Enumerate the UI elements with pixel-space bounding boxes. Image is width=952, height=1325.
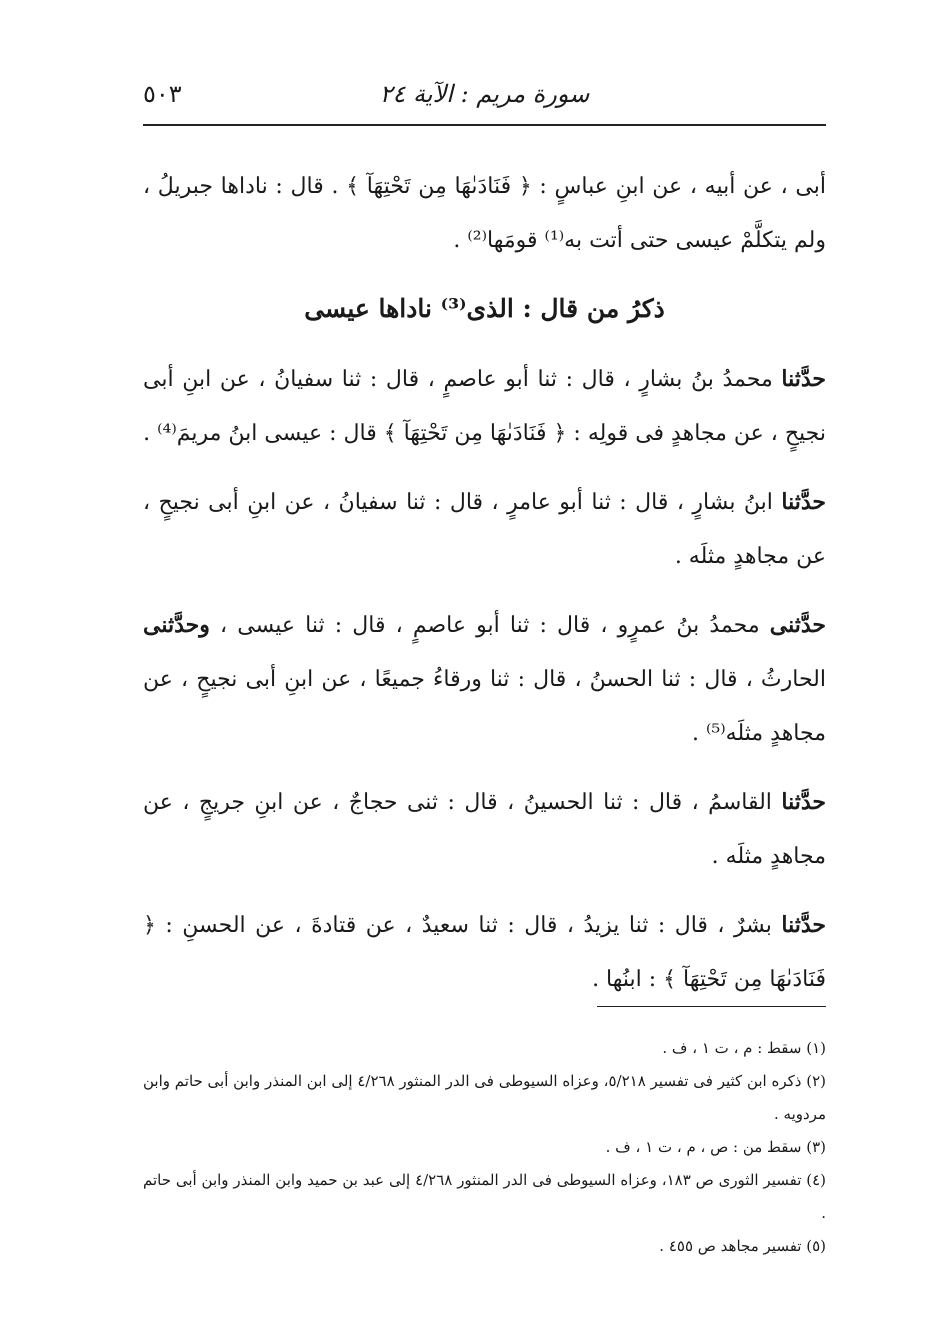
footnote-5: (٥) تفسير مجاهد ص ٤٥٥ . — [659, 1237, 826, 1255]
paragraph-6-text: بشرٌ ، قال : ثنا يزيدُ ، قال : ثنا سعيدٌ ، عن قتادةَ ، عن الحسنِ : ﴿ فَنَادَىٰهَا مِن تَحْتِهَآ ﴾ : ابنُها . — [143, 913, 826, 992]
paragraph-5 — [143, 775, 826, 884]
narration-lead: حدَّثنى — [769, 612, 826, 638]
footnote-1: (١) سقط : م ، ت ١ ، ف . — [662, 1039, 826, 1057]
narration-lead: حدَّثنا — [781, 912, 826, 938]
footnote-4: (٤) تفسير الثورى ص ١٨٣، وعزاه السيوطى فى الدر المنثور ٤/٢٦٨ إلى عبد بن حميد وابن المنذر وابن أبى حاتم . — [143, 1171, 826, 1222]
header-rule — [143, 124, 826, 126]
footnote-rule — [597, 1006, 826, 1007]
paragraph-3 — [143, 475, 826, 584]
paragraph-4-text: الحارثُ ، قال : ثنا الحسنُ ، قال : ثنا ورقاءُ جميعًا ، عن ابنِ أبى نجيحٍ ، عن مجاهدٍ مثلَه⁽⁵⁾ . — [143, 667, 826, 746]
section-heading: ذكرُ من قال : الذى⁽³⁾ ناداها عيسى — [304, 294, 665, 323]
paragraph-4 — [143, 598, 826, 761]
narration-lead: حدَّثنا — [781, 789, 826, 815]
narration-lead: حدَّثنا — [781, 366, 827, 392]
paragraph-6 — [143, 898, 826, 1007]
footnote-3: (٣) سقط من : ص ، م ، ت ١ ، ف . — [605, 1138, 826, 1156]
paragraph-4-mid: محمدُ بنُ عمرٍو ، قال : ثنا أبو عاصمٍ ، قال : ثنا عيسى ، — [209, 613, 770, 638]
paragraph-2-text: محمدُ بنُ بشارٍ ، قال : ثنا أبو عاصمٍ ، قال : ثنا سفيانُ ، عن ابنِ أبى نجيحٍ ، عن مجاهدٍ فى قولِه : ﴿ فَنَادَىٰهَا مِن تَحْتِهَآ ﴾ قال : عيسى ابنُ مريمَ⁽⁴⁾ . — [143, 367, 826, 446]
narration-lead: حدَّثنا — [781, 489, 826, 515]
paragraph-3-text: ابنُ بشارٍ ، قال : ثنا أبو عامرٍ ، قال : ثنا سفيانُ ، عن ابنِ أبى نجيحٍ ، عن مجاهدٍ مثلَه . — [143, 490, 826, 569]
paragraph-5-text: القاسمُ ، قال : ثنا الحسينُ ، قال : ثنى حجاجٌ ، عن ابنِ جريجٍ ، عن مجاهدٍ مثلَه . — [143, 790, 826, 869]
footnote-2: (٢) ذكره ابن كثير فى تفسير ٥/٢١٨، وعزاه السيوطى فى الدر المنثور ٤/٢٦٨ إلى ابن المنذر وابن أبى حاتم وابن مردويه . — [143, 1072, 826, 1123]
paragraph-2 — [143, 352, 826, 461]
narration-lead-2: وحدَّثنى — [143, 612, 210, 638]
page-number: ٥٠٣ — [143, 80, 182, 108]
footnotes — [143, 1032, 826, 1263]
main-text — [143, 160, 826, 1021]
paragraph-1: أبى ، عن أبيه ، عن ابنِ عباسٍ : ﴿ فَنَادَىٰهَا مِن تَحْتِهَآ ﴾ . قال : ناداها جبريلُ ، ولم يتكلَّمْ عيسى حتى أتت به⁽¹⁾ قومَها⁽²⁾ . — [143, 174, 826, 253]
page-header — [143, 78, 826, 118]
running-title: سورة مريم : الآية ٢٤ — [379, 80, 590, 108]
